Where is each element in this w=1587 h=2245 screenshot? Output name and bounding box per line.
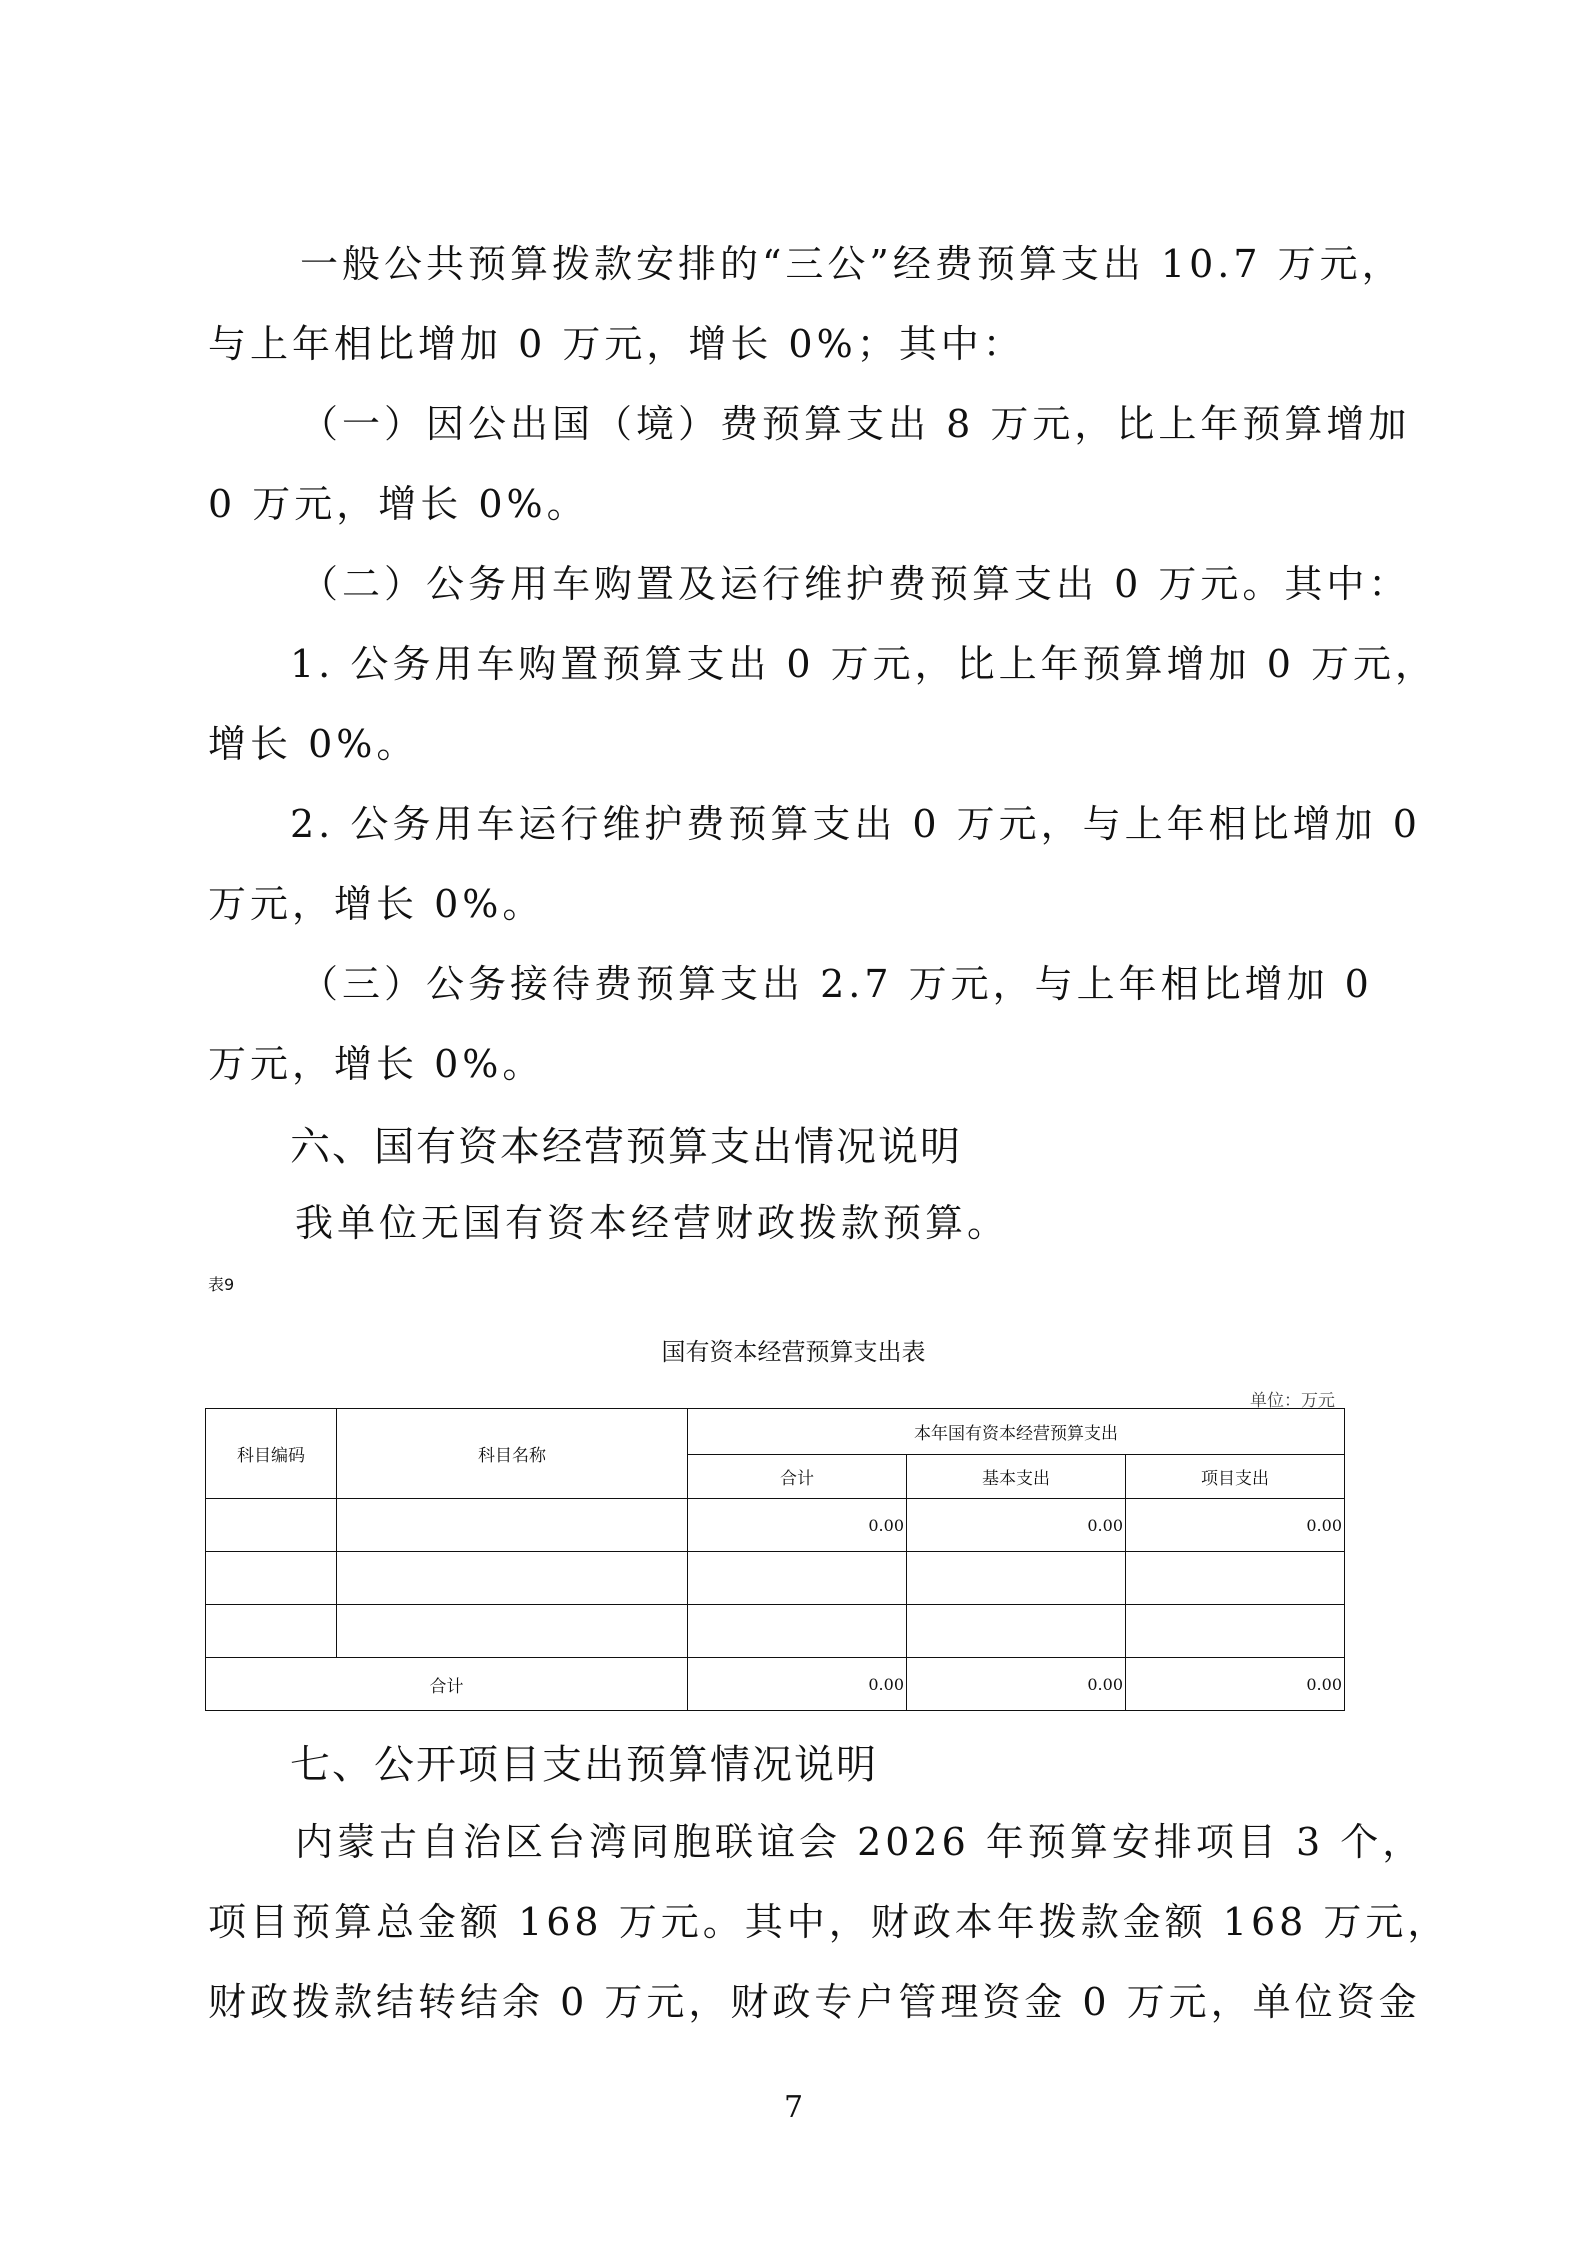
table-unit: 单位：万元: [1250, 1391, 1335, 1411]
cell-basic: [907, 1605, 1126, 1658]
table-row: [206, 1552, 1345, 1605]
table-label: 表9: [208, 1275, 235, 1294]
table-title: 国有资本经营预算支出表: [661, 1338, 926, 1366]
header-name: 科目名称: [337, 1409, 688, 1499]
paragraph-line: （一）因公出国（境）费预算支出 8 万元，比上年预算增加: [300, 402, 1411, 446]
paragraph-line: （三）公务接待费预算支出 2.7 万元，与上年相比增加 0: [300, 962, 1373, 1006]
paragraph-line: 项目预算总金额 168 万元。其中，财政本年拨款金额 168 万元，: [208, 1900, 1450, 1944]
cell-code: [206, 1605, 337, 1658]
table-row: [206, 1499, 1345, 1552]
paragraph-line: 一般公共预算拨款安排的“三公”经费预算支出 10.7 万元，: [300, 242, 1404, 286]
page-number: 7: [783, 2090, 804, 2125]
cell-code: [206, 1499, 337, 1552]
cell-total: [688, 1552, 907, 1605]
paragraph-line: 财政拨款结转结余 0 万元，财政专户管理资金 0 万元，单位资金: [208, 1980, 1421, 2024]
cell-basic: [907, 1552, 1126, 1605]
header-basic: 基本支出: [907, 1455, 1126, 1499]
sum-basic: 0.00: [907, 1658, 1126, 1711]
header-project: 项目支出: [1126, 1455, 1345, 1499]
cell-basic: 0.00: [907, 1499, 1126, 1552]
paragraph-line: 与上年相比增加 0 万元，增长 0%；其中：: [208, 322, 1025, 366]
cell-name: [337, 1552, 688, 1605]
section-heading: 六、国有资本经营预算支出情况说明: [290, 1124, 962, 1170]
section-text: 我单位无国有资本经营财政拨款预算。: [295, 1201, 1010, 1245]
cell-total: 0.00: [688, 1499, 907, 1552]
cell-total: [688, 1605, 907, 1658]
sum-project: 0.00: [1126, 1658, 1345, 1711]
sum-total: 0.00: [688, 1658, 907, 1711]
cell-project: [1126, 1552, 1345, 1605]
header-total: 合计: [688, 1455, 907, 1499]
section-heading: 七、公开项目支出预算情况说明: [290, 1742, 878, 1788]
sum-label: 合计: [206, 1658, 688, 1711]
cell-project: 0.00: [1126, 1499, 1345, 1552]
cell-name: [337, 1605, 688, 1658]
paragraph-line: 内蒙古自治区台湾同胞联谊会 2026 年预算安排项目 3 个，: [295, 1820, 1425, 1864]
header-code: 科目编码: [206, 1409, 337, 1499]
paragraph-line: 1. 公务用车购置预算支出 0 万元，比上年预算增加 0 万元，: [290, 642, 1438, 686]
cell-name: [337, 1499, 688, 1552]
budget-table: [205, 1408, 1345, 1711]
cell-project: [1126, 1605, 1345, 1658]
paragraph-line: 2. 公务用车运行维护费预算支出 0 万元，与上年相比增加 0: [290, 802, 1421, 846]
header-group: 本年国有资本经营预算支出: [688, 1409, 1345, 1455]
paragraph-line: 万元，增长 0%。: [208, 1042, 545, 1086]
table-sum-row: [206, 1658, 1345, 1711]
table-row: [206, 1605, 1345, 1658]
cell-code: [206, 1552, 337, 1605]
paragraph-line: 万元，增长 0%。: [208, 882, 545, 926]
paragraph-line: 0 万元，增长 0%。: [208, 482, 589, 526]
paragraph-line: 增长 0%。: [208, 722, 419, 766]
paragraph-line: （二）公务用车购置及运行维护费预算支出 0 万元。其中：: [300, 562, 1411, 606]
